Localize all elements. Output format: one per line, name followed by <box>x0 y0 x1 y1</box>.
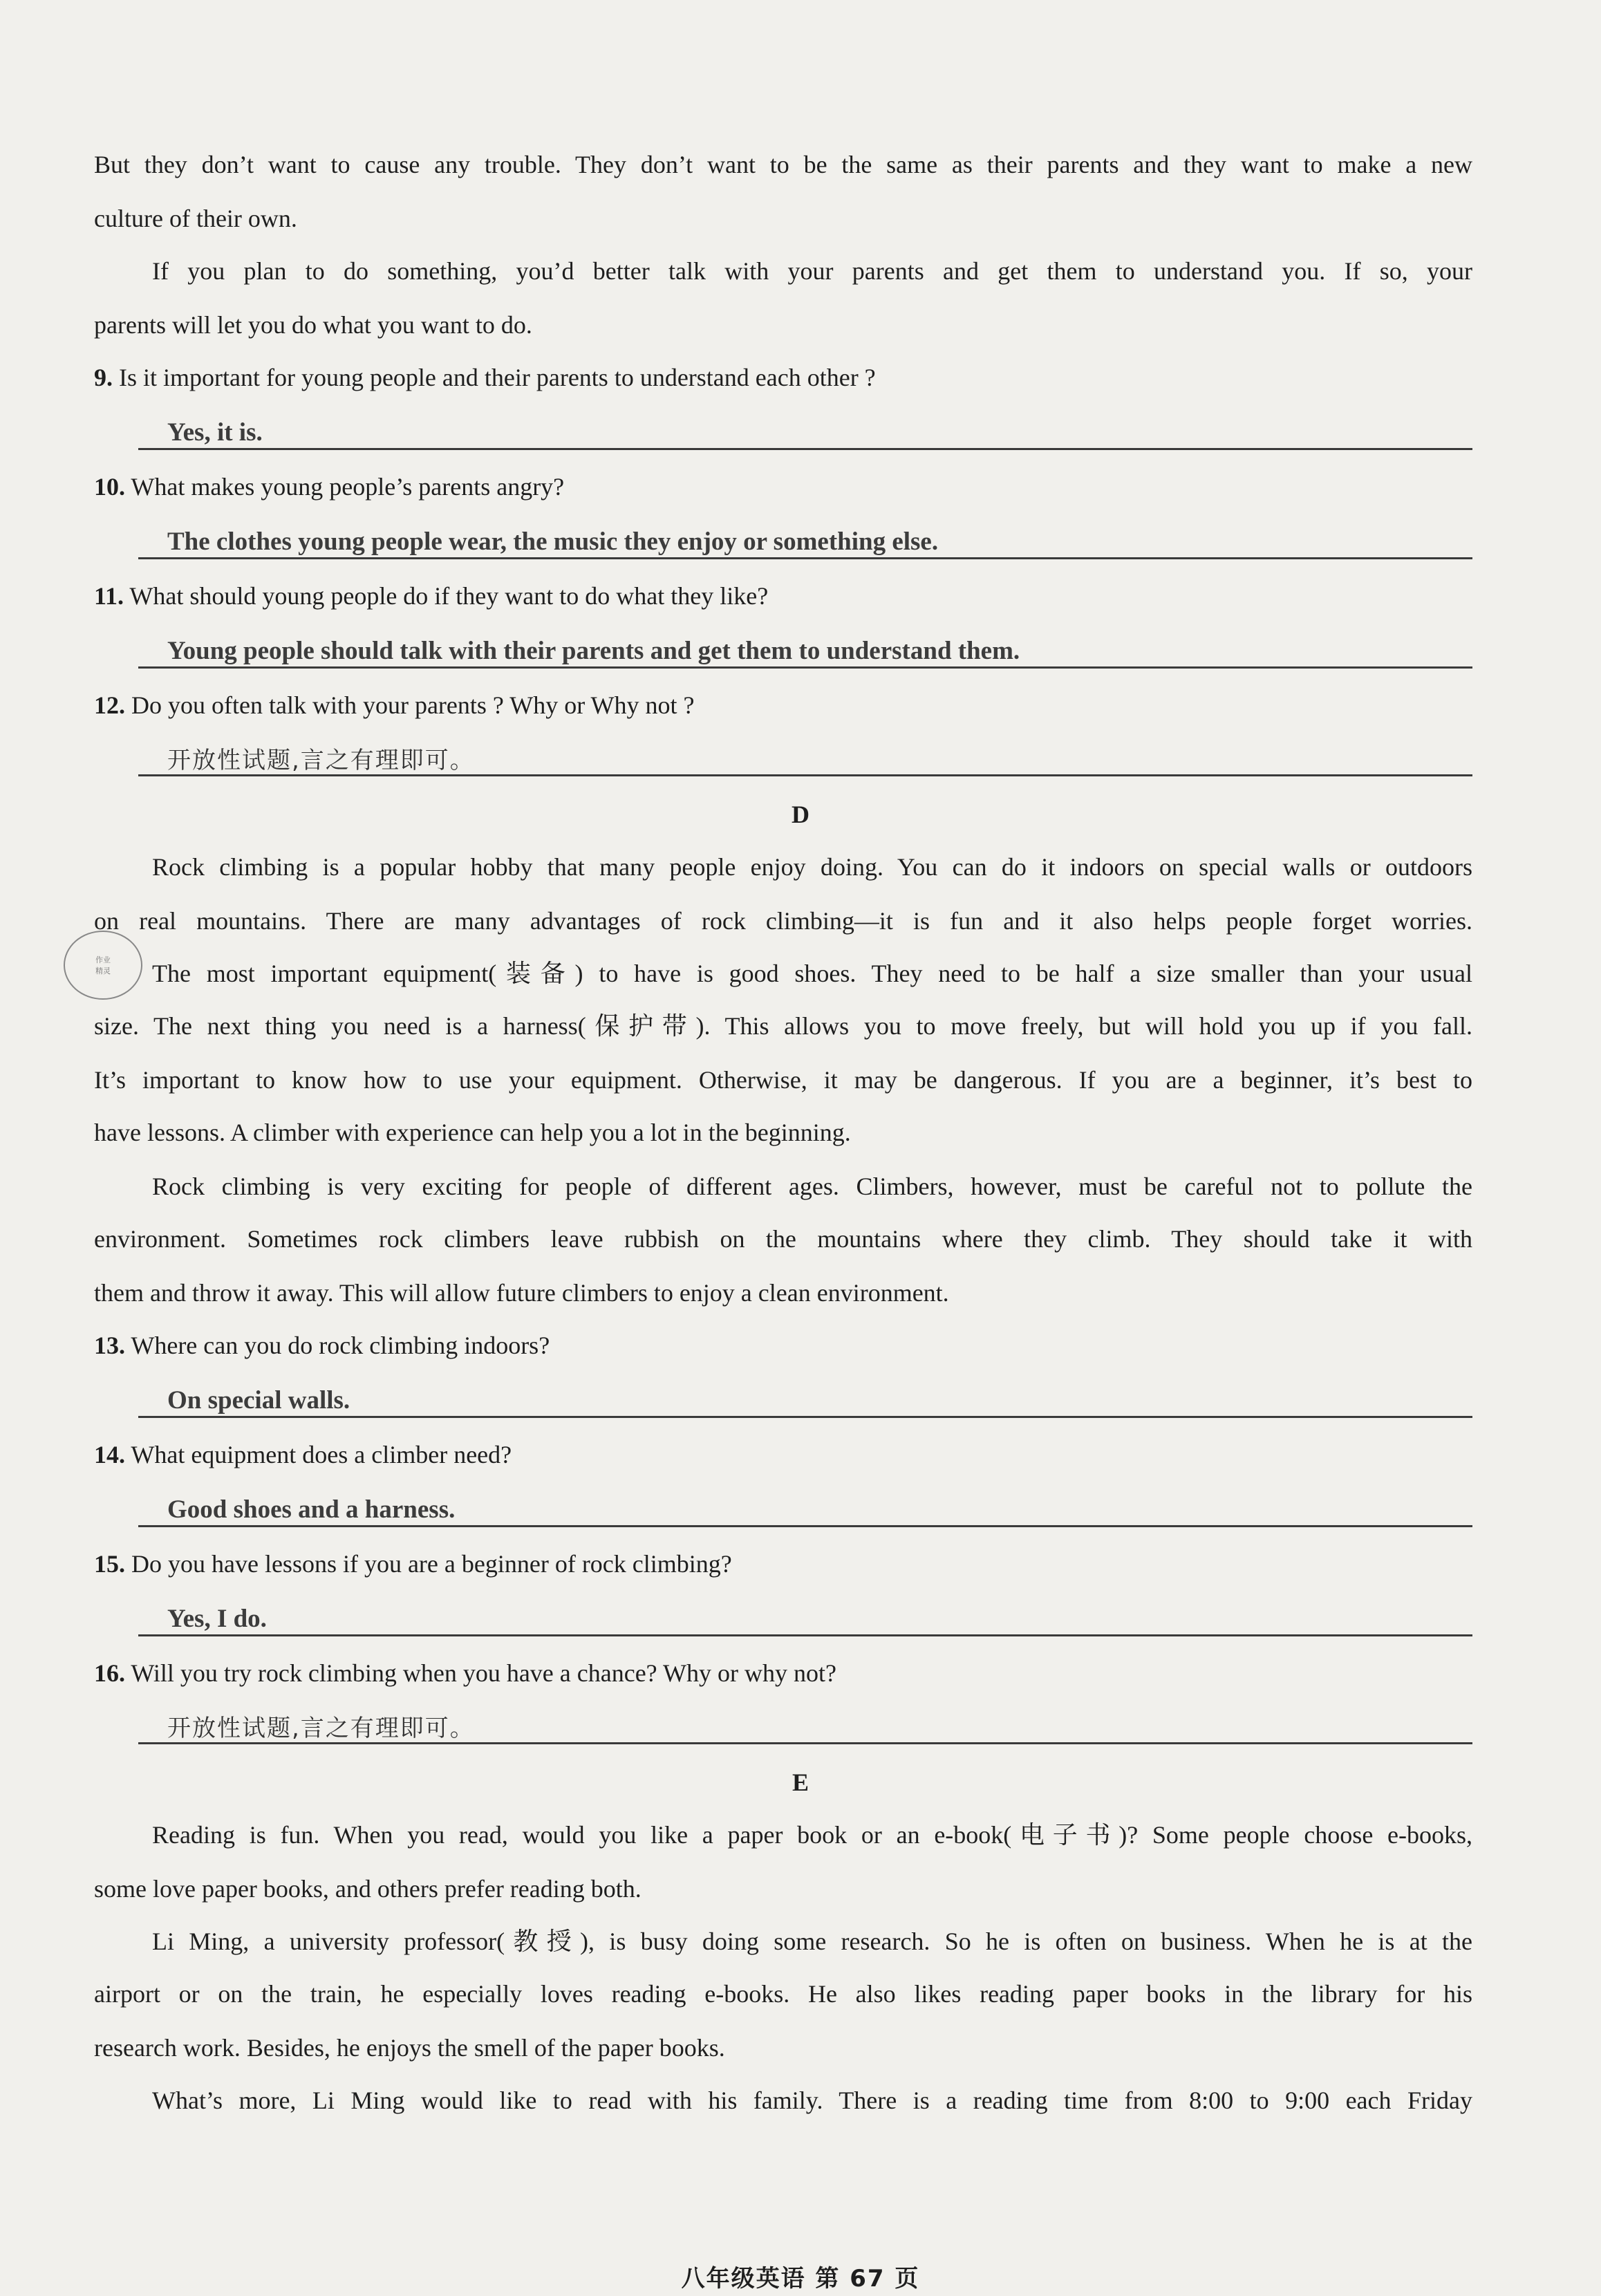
passage-line: culture of their own. <box>94 205 297 232</box>
passage-line: If you plan to do something, you’d better talk with your parents and get them to understand you. If so, your <box>152 257 1472 285</box>
passage-line: environment. Sometimes rock climbers leave rubbish on the mountains where they climb. They should take it with <box>94 1225 1472 1253</box>
answer-text: Yes, I do. <box>167 1605 267 1633</box>
passage-line: Rock climbing is very exciting for people of different ages. Climbers, however, must be careful not to pollute the <box>152 1173 1472 1200</box>
passage-line: What’s more, Li Ming would like to read with his family. There is a reading time from 8:00 to 9:00 each Friday <box>152 2087 1472 2114</box>
passage-line: It’s important to know how to use your equipment. Otherwise, it may be dangerous. If you are a beginner, it’s best to <box>94 1066 1472 1094</box>
question-text: Is it important for young people and their parents to understand each other ? <box>119 364 876 391</box>
answer-line <box>138 1634 1472 1636</box>
stamp-logo: 作业 精灵 <box>64 931 142 1000</box>
answer-line <box>138 666 1472 669</box>
answer-text: Good shoes and a harness. <box>167 1495 456 1524</box>
answer-text: 开放性试题,言之有理即可。 <box>167 1715 475 1742</box>
section-title: D <box>792 801 809 828</box>
passage-line: Rock climbing is a popular hobby that many people enjoy doing. You can do it indoors on special walls or outdoors <box>152 853 1472 881</box>
question-number: 16. <box>94 1659 125 1687</box>
passage-line: Li Ming, a university professor(教授), is busy doing some research. So he is often on business. When he is at the <box>152 1928 1472 1955</box>
passage-line: parents will let you do what you want to do. <box>94 311 532 339</box>
passage-line: The most important equipment(装备) to have is good shoes. They need to be half a size smaller than your usual <box>152 960 1472 987</box>
page-footer: 八年级英语 第 67 页 <box>681 2265 920 2293</box>
passage-line: have lessons. A climber with experience can help you a lot in the beginning. <box>94 1119 851 1146</box>
question-number: 9. <box>94 364 113 391</box>
passage-line: But they don’t want to cause any trouble. They don’t want to be the same as their parents and they want to make a new <box>94 151 1472 178</box>
question <box>94 362 876 393</box>
question-number: 11. <box>94 582 124 610</box>
answer-line <box>138 1416 1472 1418</box>
question <box>94 1658 836 1688</box>
question-text: What should young people do if they want to do what they like? <box>129 582 769 610</box>
question <box>94 581 768 611</box>
question-text: Do you have lessons if you are a beginner of rock climbing? <box>131 1550 732 1578</box>
answer-text: Young people should talk with their parents and get them to understand them. <box>167 637 1020 665</box>
question-text: Will you try rock climbing when you have a chance? Why or why not? <box>131 1659 836 1687</box>
passage-line: airport or on the train, he especially loves reading e-books. He also likes reading paper books in the library for his <box>94 1980 1472 2008</box>
question-number: 12. <box>94 691 125 719</box>
section-title: E <box>792 1768 809 1796</box>
passage-line: Reading is fun. When you read, would you like a paper book or an e-book(电子书)? Some people choose e-books, <box>152 1821 1472 1849</box>
answer-text: On special walls. <box>167 1386 350 1415</box>
answer-text: Yes, it is. <box>167 418 263 447</box>
answer-line <box>138 557 1472 559</box>
passage-line: on real mountains. There are many advantages of rock climbing—it is fun and it also helps people forget worries. <box>94 907 1472 935</box>
answer-line <box>138 448 1472 450</box>
question <box>94 690 695 720</box>
question <box>94 1330 550 1361</box>
question-text: Do you often talk with your parents ? Why or Why not ? <box>131 691 695 719</box>
passage-line: them and throw it away. This will allow future climbers to enjoy a clean environment. <box>94 1279 949 1307</box>
passage-line: research work. Besides, he enjoys the smell of the paper books. <box>94 2034 725 2062</box>
question-number: 14. <box>94 1441 125 1468</box>
answer-text: 开放性试题,言之有理即可。 <box>167 747 475 774</box>
answer-line <box>138 1525 1472 1527</box>
question <box>94 1549 732 1579</box>
answer-line <box>138 774 1472 776</box>
passage-line: size. The next thing you need is a harness(保护带). This allows you to move freely, but will hold you up if you fall. <box>94 1012 1472 1040</box>
question-text: What makes young people’s parents angry? <box>131 473 565 501</box>
question-text: What equipment does a climber need? <box>131 1441 512 1468</box>
answer-text: The clothes young people wear, the music they enjoy or something else. <box>167 528 939 556</box>
question-text: Where can you do rock climbing indoors? <box>131 1332 550 1359</box>
question <box>94 472 564 502</box>
answer-line <box>138 1742 1472 1744</box>
passage-line: some love paper books, and others prefer reading both. <box>94 1875 642 1903</box>
question <box>94 1439 512 1470</box>
question-number: 10. <box>94 473 125 501</box>
question-number: 15. <box>94 1550 125 1578</box>
question-number: 13. <box>94 1332 125 1359</box>
